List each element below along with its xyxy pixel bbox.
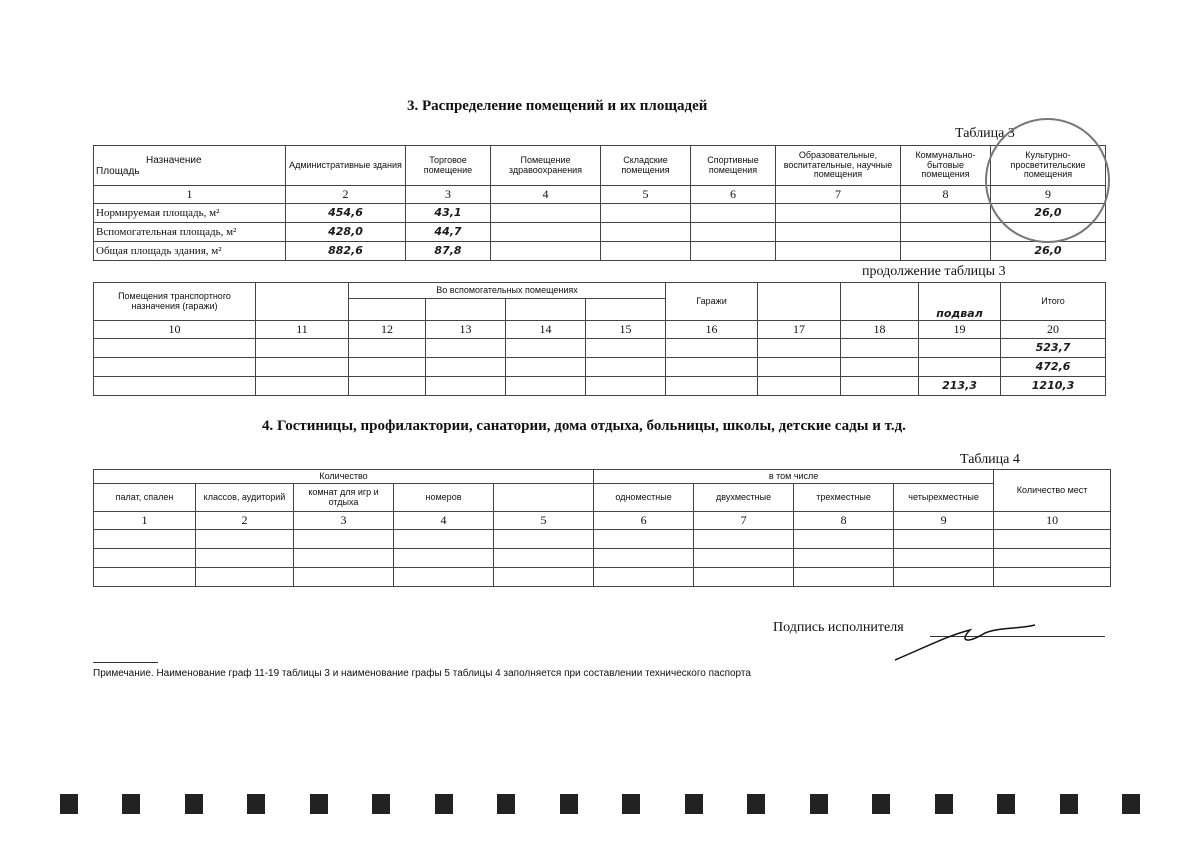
column-number: 8 <box>901 186 991 204</box>
value-cell: 87,8 <box>406 242 491 261</box>
col-header: Торговое помещение <box>406 146 491 186</box>
column-number: 5 <box>494 512 594 530</box>
value-cell <box>901 242 991 261</box>
column-number: 10 <box>994 512 1111 530</box>
table-row <box>94 549 1111 568</box>
column-number: 15 <box>586 321 666 339</box>
value-cell <box>426 339 506 358</box>
col-header: классов, аудиторий <box>196 484 294 512</box>
row-label: Нормируемая площадь, м² <box>94 204 286 223</box>
value-cell <box>506 358 586 377</box>
signature-label: Подпись исполнителя <box>773 620 904 635</box>
col-header: трехместные <box>794 484 894 512</box>
value-cell <box>776 204 901 223</box>
col-header: Гаражи <box>666 283 758 321</box>
group-header: в том числе <box>594 470 994 484</box>
value-cell <box>691 204 776 223</box>
table-3-continued <box>93 282 1106 396</box>
table3-label: Таблица 3 <box>955 126 1015 141</box>
empty-header <box>841 283 919 321</box>
footnote: Примечание. Наименование граф 11-19 таблицы 3 и наименование графы 5 таблицы 4 заполняется при составлении технического паспорта <box>93 668 751 679</box>
column-number: 16 <box>666 321 758 339</box>
column-number: 10 <box>94 321 256 339</box>
column-number: 17 <box>758 321 841 339</box>
empty-cell <box>94 568 196 587</box>
col-header-handwritten: подвал <box>919 283 1001 321</box>
empty-cell <box>694 549 794 568</box>
value-cell <box>991 223 1106 242</box>
value-cell: 472,6 <box>1001 358 1106 377</box>
value-cell: 26,0 <box>991 204 1106 223</box>
value-cell <box>256 339 349 358</box>
value-cell <box>919 339 1001 358</box>
column-number: 1 <box>94 186 286 204</box>
value-cell: 43,1 <box>406 204 491 223</box>
value-cell <box>256 358 349 377</box>
value-cell <box>776 242 901 261</box>
empty-header <box>506 299 586 321</box>
empty-cell <box>794 568 894 587</box>
value-cell <box>94 377 256 396</box>
value-cell <box>349 339 426 358</box>
value-cell <box>349 377 426 396</box>
empty-cell <box>894 568 994 587</box>
empty-cell <box>394 549 494 568</box>
col-header: Административные здания <box>286 146 406 186</box>
value-cell <box>94 339 256 358</box>
col-header: Помещение здравоохранения <box>491 146 601 186</box>
empty-cell <box>94 549 196 568</box>
value-cell <box>758 377 841 396</box>
empty-cell <box>196 549 294 568</box>
col-header: двухместные <box>694 484 794 512</box>
col-header: одноместные <box>594 484 694 512</box>
value-cell <box>691 242 776 261</box>
value-cell: 213,3 <box>919 377 1001 396</box>
column-number: 20 <box>1001 321 1106 339</box>
value-cell <box>506 339 586 358</box>
empty-cell <box>494 530 594 549</box>
value-cell <box>586 377 666 396</box>
empty-cell <box>994 549 1111 568</box>
empty-header <box>349 299 426 321</box>
table-row <box>94 339 1106 358</box>
column-number: 3 <box>406 186 491 204</box>
table4-label: Таблица 4 <box>960 452 1020 467</box>
empty-cell <box>994 530 1111 549</box>
value-cell <box>586 358 666 377</box>
value-cell <box>691 223 776 242</box>
row-label: Общая площадь здания, м² <box>94 242 286 261</box>
column-number: 8 <box>794 512 894 530</box>
value-cell <box>666 358 758 377</box>
table-row <box>94 204 1106 223</box>
col-header: Итого <box>1001 283 1106 321</box>
empty-header <box>426 299 506 321</box>
value-cell <box>491 242 601 261</box>
empty-cell <box>294 549 394 568</box>
value-cell: 26,0 <box>991 242 1106 261</box>
value-cell: 454,6 <box>286 204 406 223</box>
column-number: 6 <box>691 186 776 204</box>
column-number: 4 <box>491 186 601 204</box>
empty-cell <box>394 530 494 549</box>
col-header: Количество мест <box>994 470 1111 512</box>
corner-header: Назначение Площадь <box>94 146 286 186</box>
table-row <box>94 223 1106 242</box>
value-cell <box>666 339 758 358</box>
value-cell <box>491 223 601 242</box>
column-number: 18 <box>841 321 919 339</box>
value-cell: 882,6 <box>286 242 406 261</box>
empty-cell <box>294 568 394 587</box>
empty-cell <box>294 530 394 549</box>
col-header: палат, спален <box>94 484 196 512</box>
group-header: Во вспомогательных помещениях <box>349 283 666 299</box>
table-4 <box>93 469 1111 587</box>
column-number: 2 <box>286 186 406 204</box>
value-cell <box>349 358 426 377</box>
value-cell <box>506 377 586 396</box>
column-number: 3 <box>294 512 394 530</box>
value-cell <box>601 223 691 242</box>
value-cell <box>758 358 841 377</box>
column-number: 5 <box>601 186 691 204</box>
table-row <box>94 377 1106 396</box>
value-cell <box>841 339 919 358</box>
empty-cell <box>494 568 594 587</box>
scan-marks <box>60 792 1140 816</box>
table-row <box>94 530 1111 549</box>
value-cell <box>901 204 991 223</box>
empty-cell <box>494 549 594 568</box>
empty-cell <box>594 530 694 549</box>
value-cell <box>841 377 919 396</box>
value-cell <box>256 377 349 396</box>
column-number: 12 <box>349 321 426 339</box>
col-header: комнат для игр и отдыха <box>294 484 394 512</box>
column-number: 4 <box>394 512 494 530</box>
value-cell <box>426 358 506 377</box>
column-number: 9 <box>991 186 1106 204</box>
empty-header <box>256 283 349 321</box>
empty-header <box>586 299 666 321</box>
table3-cont-label: продолжение таблицы 3 <box>862 264 1006 279</box>
value-cell <box>426 377 506 396</box>
col-header: Складские помещения <box>601 146 691 186</box>
table-row <box>94 568 1111 587</box>
row-label: Вспомогательная площадь, м² <box>94 223 286 242</box>
value-cell <box>919 358 1001 377</box>
col-header: четырехместные <box>894 484 994 512</box>
value-cell: 44,7 <box>406 223 491 242</box>
column-number: 1 <box>94 512 196 530</box>
value-cell <box>601 242 691 261</box>
col-header: Образовательные, воспитательные, научные помещения <box>776 146 901 186</box>
column-number: 2 <box>196 512 294 530</box>
empty-cell <box>394 568 494 587</box>
value-cell <box>94 358 256 377</box>
table-row <box>94 358 1106 377</box>
value-cell <box>491 204 601 223</box>
value-cell: 1210,3 <box>1001 377 1106 396</box>
value-cell <box>586 339 666 358</box>
value-cell: 428,0 <box>286 223 406 242</box>
empty-cell <box>196 530 294 549</box>
col-header <box>494 484 594 512</box>
group-header: Количество <box>94 470 594 484</box>
value-cell <box>666 377 758 396</box>
value-cell <box>601 204 691 223</box>
column-number: 11 <box>256 321 349 339</box>
empty-cell <box>94 530 196 549</box>
col-header: Культурно-просветительские помещения <box>991 146 1106 186</box>
note-divider <box>93 662 158 663</box>
column-number: 19 <box>919 321 1001 339</box>
column-number: 7 <box>694 512 794 530</box>
empty-cell <box>594 549 694 568</box>
value-cell <box>776 223 901 242</box>
empty-cell <box>894 549 994 568</box>
empty-cell <box>794 549 894 568</box>
col-header: номеров <box>394 484 494 512</box>
column-number: 13 <box>426 321 506 339</box>
column-number: 7 <box>776 186 901 204</box>
empty-cell <box>694 530 794 549</box>
value-cell <box>758 339 841 358</box>
column-number: 6 <box>594 512 694 530</box>
empty-cell <box>694 568 794 587</box>
col-header: Помещения транспортного назначения (гаражи) <box>94 283 256 321</box>
column-number: 14 <box>506 321 586 339</box>
section4-title: 4. Гостиницы, профилактории, санатории, дома отдыха, больницы, школы, детские сады и т.д. <box>262 418 906 434</box>
column-number: 9 <box>894 512 994 530</box>
empty-cell <box>894 530 994 549</box>
empty-cell <box>794 530 894 549</box>
signature-scribble <box>890 615 1040 665</box>
table-row <box>94 242 1106 261</box>
value-cell <box>841 358 919 377</box>
empty-cell <box>196 568 294 587</box>
col-header: Спортивные помещения <box>691 146 776 186</box>
empty-cell <box>594 568 694 587</box>
empty-cell <box>994 568 1111 587</box>
value-cell: 523,7 <box>1001 339 1106 358</box>
section3-title: 3. Распределение помещений и их площадей <box>407 98 708 114</box>
col-header: Коммунально-бытовые помещения <box>901 146 991 186</box>
value-cell <box>901 223 991 242</box>
empty-header <box>758 283 841 321</box>
table-3 <box>93 145 1106 261</box>
